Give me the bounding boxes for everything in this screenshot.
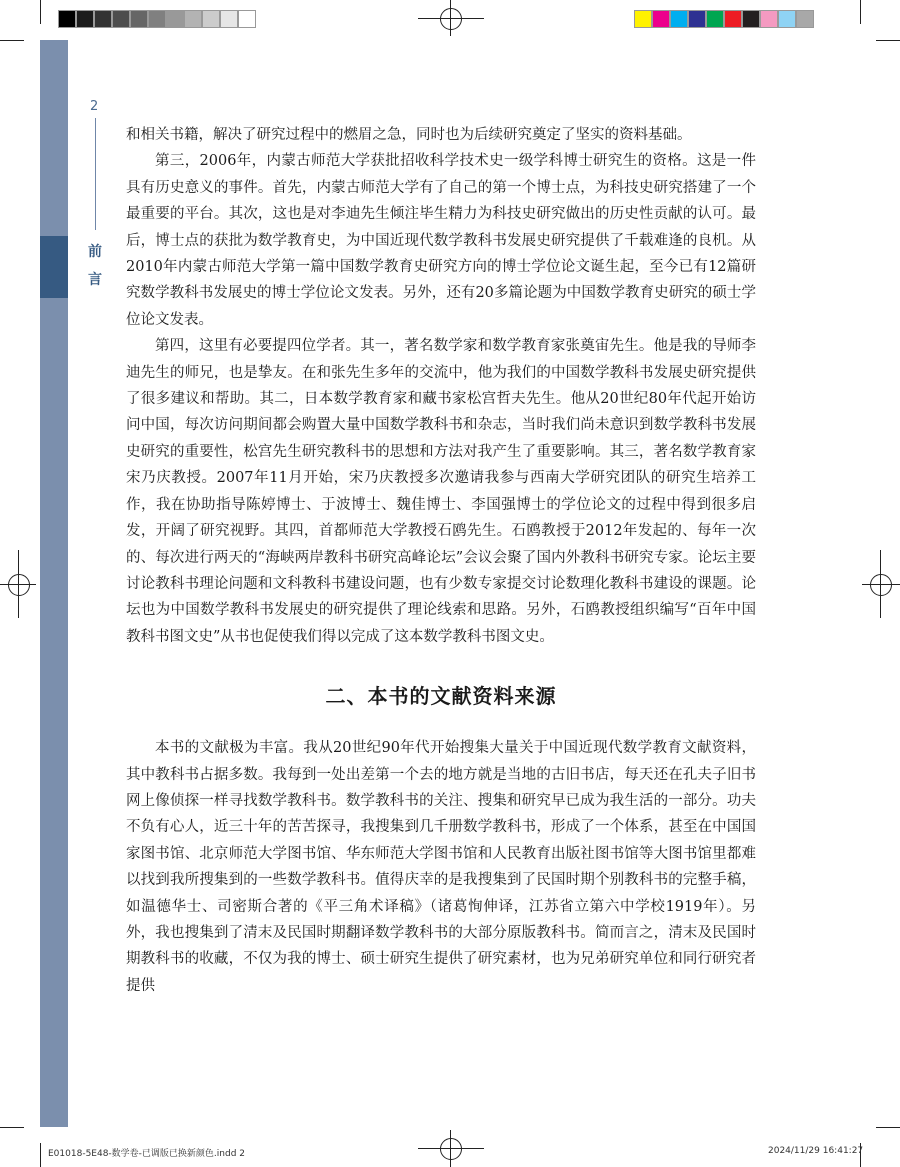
- section-heading: 二、本书的文献资料来源: [325, 684, 557, 709]
- crop-mark: [0, 1127, 24, 1128]
- process-color-bar: [634, 10, 814, 28]
- color-swatch: [130, 10, 148, 28]
- color-swatch: [76, 10, 94, 28]
- paragraph: 本书的文献极为丰富。我从20世纪90年代开始搜集大量关于中国近现代数学教育文献资料，其中教科书占据多数。我每到一处出差第一个去的地方就是当地的古旧书店，每天还在孔夫子旧书网上像侦探一样寻找数学教科书。数学教科书的关注、搜集和研究早已成为我生活的一部分。功夫不负有心人，近三十年的苦苦探寻，我搜集到几千册数学教科书，形成了一个体系，甚至在中国国家图书馆、北京师范大学图书馆、华东师范大学图书馆和人民教育出版社图书馆等大图书馆里都难以找到我所搜集到的一些数学教科书。值得庆幸的是我搜集到了民国时期个别教科书的完整手稿，如温德华士、司密斯合著的《平三角术译稿》（诸葛恂伸译，江苏省立第六中学校1919年）。另外，我也搜集到了清末及民国时期翻译数学教科书的大部分原版教科书。简而言之，清末及民国时期教科书的收藏，不仅为我的博士、硕士研究生提供了研究素材，也为兄弟研究单位和同行研究者提供: [126, 740, 756, 994]
- color-swatch: [148, 10, 166, 28]
- running-head-rule: [95, 118, 96, 230]
- color-swatch: [58, 10, 76, 28]
- crop-mark: [40, 0, 41, 24]
- paragraph: 和相关书籍，解决了研究过程中的燃眉之急，同时也为后续研究奠定了坚实的资料基础。: [126, 127, 692, 143]
- page-body: [126, 122, 756, 999]
- color-swatch: [670, 10, 688, 28]
- running-head: [88, 238, 104, 294]
- color-swatch: [778, 10, 796, 28]
- slug-filename: E01018-5E48-数学卷-已调版已换新颜色.indd 2: [48, 1149, 246, 1159]
- color-swatch: [184, 10, 202, 28]
- color-swatch: [166, 10, 184, 28]
- running-head-char: 言: [88, 272, 102, 288]
- color-swatch: [724, 10, 742, 28]
- running-head-char: 前: [88, 244, 102, 260]
- color-swatch: [634, 10, 652, 28]
- side-band: [40, 40, 68, 1127]
- color-swatch: [112, 10, 130, 28]
- crop-mark: [860, 0, 861, 24]
- color-swatch: [220, 10, 238, 28]
- paragraph: 第四，这里有必要提四位学者。其一，著名数学家和数学教育家张奠宙先生。他是我的导师李迪先生的师兄，也是挚友。在和张先生多年的交流中，他为我们的中国数学教科书发展史研究提供了很多建议和帮助。其二，日本数学教育家和藏书家松宫哲夫先生。他从20世纪80年代起开始访问中国，每次访问期间都会购置大量中国数学教科书和杂志，当时我们尚未意识到数学教科书发展史研究的重要性，松宫先生研究教科书的思想和方法对我产生了重要影响。其三，著名数学教育家宋乃庆教授。2007年11月开始，宋乃庆教授多次邀请我参与西南大学研究团队的研究生培养工作，我在协助指导陈婷博士、于波博士、魏佳博士、李国强博士的学位论文的过程中得到很多启发，开阔了研究视野。其四，首都师范大学教授石鸥先生。石鸥教授于2012年发起的、每年一次的、每次进行两天的“海峡两岸教科书研究高峰论坛”会议会聚了国内外教科书研究专家。论坛主要讨论教科书理论问题和文科教科书建设问题，也有少数专家提交讨论数理化教科书建设的课题。论坛也为中国数学教科书发展史的研究提供了理论线索和思路。另外，石鸥教授组织编写“百年中国教科书图文史”从书也促使我们得以完成了这本数学教科书图文史。: [126, 338, 756, 645]
- color-swatch: [202, 10, 220, 28]
- color-swatch: [796, 10, 814, 28]
- page-number: 2: [90, 99, 99, 114]
- color-swatch: [94, 10, 112, 28]
- color-swatch: [706, 10, 724, 28]
- paragraph: 第三，2006年，内蒙古师范大学获批招收科学技术史一级学科博士研究生的资格。这是一件具有历史意义的事件。首先，内蒙古师范大学有了自己的第一个博士点，为科技史研究搭建了一个最重要的平台。其次，这也是对李迪先生倾注毕生精力为科技史研究做出的历史性贡献的认可。最后，博士点的获批为数学教育史，为中国近现代数学教科书发展史研究提供了千载难逢的良机。从2010年内蒙古师范大学第一篇中国数学教育史研究方向的博士学位论文诞生起，至今已有12篇研究数学教科书发展史的博士学位论文发表。另外，还有20多篇论题为中国数学教育史研究的硕士学位论文发表。: [126, 153, 756, 328]
- crop-mark: [876, 40, 900, 41]
- slug-timestamp: 2024/11/29 16:41:27: [768, 1146, 864, 1156]
- crop-mark: [876, 1127, 900, 1128]
- color-swatch: [742, 10, 760, 28]
- color-swatch: [760, 10, 778, 28]
- side-block: [40, 236, 68, 298]
- crop-mark: [0, 40, 24, 41]
- grayscale-color-bar: [58, 10, 256, 28]
- color-swatch: [652, 10, 670, 28]
- color-swatch: [688, 10, 706, 28]
- crop-mark: [40, 1143, 41, 1167]
- color-swatch: [238, 10, 256, 28]
